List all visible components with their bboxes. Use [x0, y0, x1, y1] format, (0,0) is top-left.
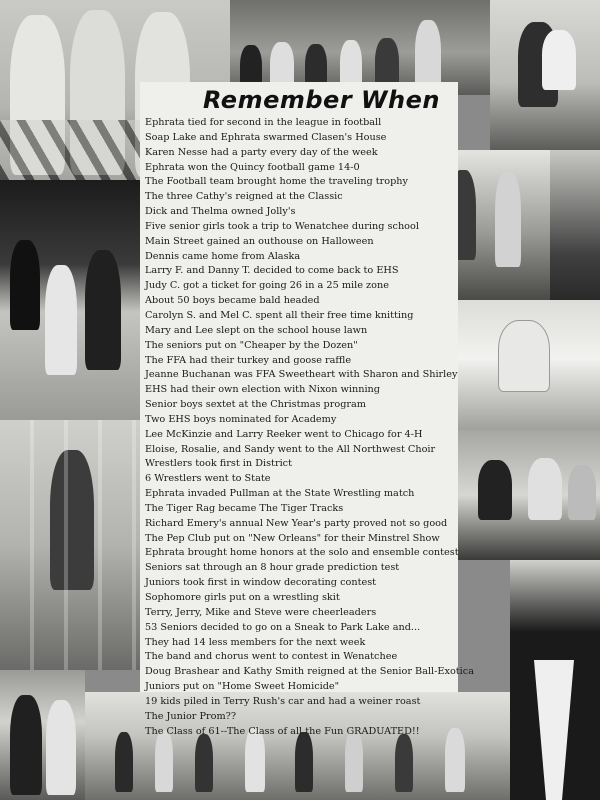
memory-line: Ephrata brought home honors at the solo and ensemble contest [145, 547, 459, 559]
memory-line: The three Cathy's reigned at the Classic [145, 191, 343, 203]
memory-line: 53 Seniors decided to go on a Sneak to Park Lake and... [145, 621, 421, 633]
memory-line: Eloise, Rosalie, and Sandy went to the All Northwest Choir [145, 443, 436, 455]
memory-line: The Pep Club put on "New Orleans" for their Minstrel Show [145, 532, 440, 544]
memory-line: The Football team brought home the traveling trophy [145, 176, 409, 188]
memory-line: 6 Wrestlers went to State [145, 473, 271, 485]
memory-line: Richard Emery's annual New Year's party proved not so good [145, 517, 448, 529]
memory-line: The seniors put on "Cheaper by the Dozen" [145, 339, 358, 351]
memory-line: The Junior Prom?? [145, 710, 237, 722]
memory-line: Two EHS boys nominated for Academy [145, 413, 337, 425]
photo-boy-letterman-sweater [510, 560, 600, 800]
memory-line: Main Street gained an outhouse on Halloween [145, 235, 374, 247]
memory-line: Mary and Lee slept on the school house lawn [145, 324, 368, 336]
memory-line: The Class of 61--The Class of all the Fun GRADUATED!! [145, 725, 420, 737]
memory-line: Ephrata invaded Pullman at the State Wrestling match [145, 488, 415, 500]
memory-line: EHS had their own election with Nixon winning [145, 384, 380, 396]
photo-man-chair [0, 420, 140, 670]
memory-line: The band and chorus went to contest in Wenatchee [145, 651, 398, 663]
memory-line: Lee McKinzie and Larry Reeker went to Chicago for 4-H [145, 428, 423, 440]
memory-line: Larry F. and Danny T. decided to come back to EHS [145, 265, 399, 277]
photo-boy-desk [458, 300, 600, 430]
photo-football-players [0, 670, 85, 800]
page-title: Remember When [203, 86, 440, 114]
memory-line: Soap Lake and Ephrata swarmed Clasen's House [145, 131, 387, 143]
memory-line: Senior boys sextet at the Christmas program [145, 399, 366, 411]
memory-line: The Tiger Rag became The Tiger Tracks [145, 502, 344, 514]
memory-line: Terry, Jerry, Mike and Steve were cheerleaders [145, 606, 377, 618]
memory-line: About 50 boys became bald headed [145, 295, 320, 307]
photo-football-game [0, 180, 140, 420]
memory-list [145, 116, 474, 739]
photo-wrestling-outdoor [490, 0, 600, 150]
photo-classroom [458, 430, 600, 560]
memory-line: Seniors sat through an 8 hour grade prediction test [145, 562, 400, 574]
memory-line: Judy C. got a ticket for going 26 in a 25 mile zone [145, 280, 389, 292]
memory-line: Dick and Thelma owned Jolly's [145, 206, 296, 218]
memory-line: Carolyn S. and Mel C. spent all their free time knitting [145, 309, 414, 321]
memory-line: Ephrata tied for second in the league in football [145, 117, 382, 128]
memory-line: Sophomore girls put on a wrestling skit [145, 592, 340, 603]
memory-line: Juniors took first in window decorating contest [145, 577, 377, 589]
photo-stage-group [230, 0, 490, 95]
memory-line: Ephrata won the Quincy football game 14-0 [145, 161, 360, 173]
memory-line: Jeanne Buchanan was FFA Sweetheart with Sharon and Shirley [145, 369, 458, 381]
memory-line: Doug Brashear and Kathy Smith reigned at the Senior Ball-Exotica [145, 666, 474, 678]
memory-line: Juniors put on "Home Sweet Homicide" [145, 681, 340, 693]
memory-line: 19 kids piled in Terry Rush's car and had a weiner roast [145, 695, 421, 707]
memory-line: Five senior girls took a trip to Wenatchee during school [145, 220, 419, 232]
memory-line: Wrestlers took first in District [145, 458, 293, 470]
memory-line: Karen Nesse had a party every day of the week [145, 146, 378, 158]
memory-line: They had 14 less members for the next week [145, 636, 366, 648]
memory-line: The FFA had their turkey and goose raffle [145, 354, 352, 366]
memory-line: Dennis came home from Alaska [145, 250, 301, 262]
photo-girl-skirt [550, 150, 600, 300]
